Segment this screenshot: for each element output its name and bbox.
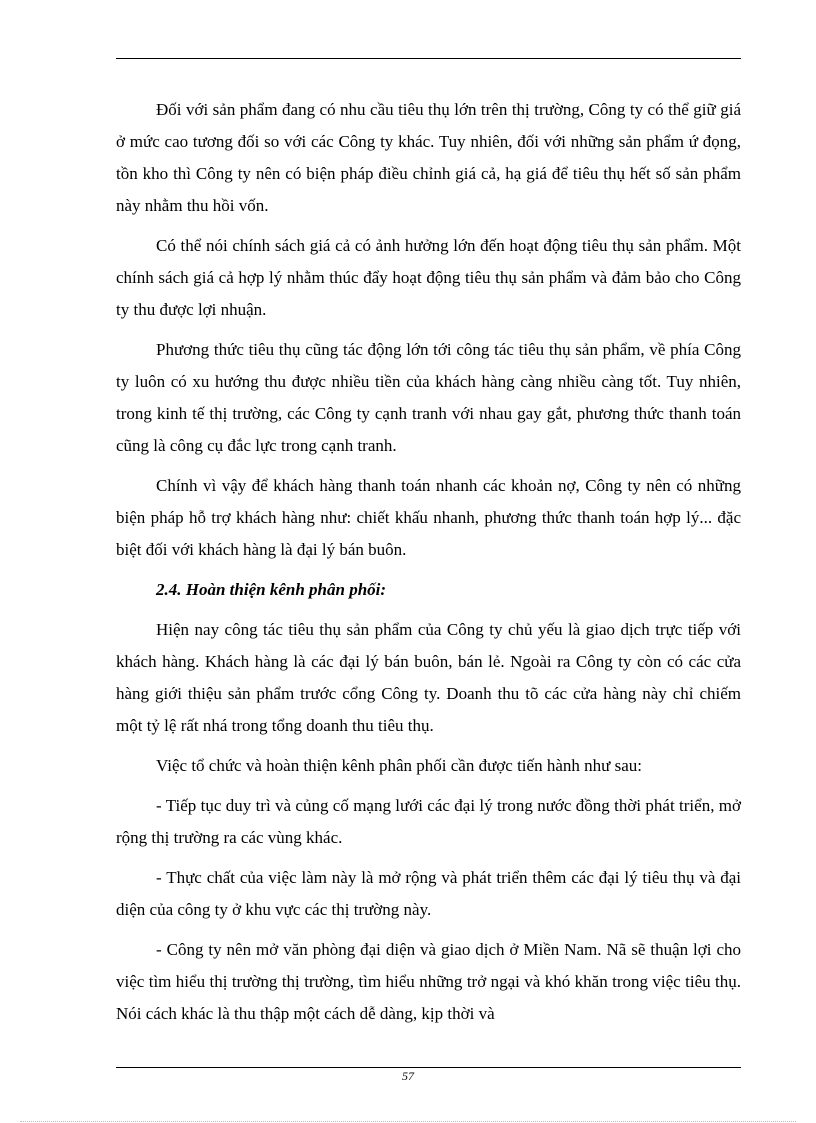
section-heading: 2.4. Hoàn thiện kênh phân phối:: [156, 580, 387, 599]
paragraph-debt-collection: Chính vì vậy để khách hàng thanh toán nhanh các khoản nợ, Công ty nên có những biện pháp hỗ trợ khách hàng như: chiết khấu nhanh, phương thức thanh toán hợp lý... đặc biệt đối với khách hàng là đại lý bán buôn.: [116, 476, 741, 559]
page-number: 57: [402, 1069, 414, 1083]
footer-rule: [116, 1067, 741, 1068]
paragraph-bullet-agents: - Tiếp tục duy trì và củng cố mạng lưới các đại lý trong nước đồng thời phát triển, mở rộng thị trường ra các vùng khác.: [116, 796, 741, 847]
paragraph-pricing: Đối với sản phẩm đang có nhu cầu tiêu thụ lớn trên thị trường, Công ty có thể giữ giá ở mức cao tương đối so với các Công ty khác. Tuy nhiên, đối với những sản phẩm ứ đọng, tồn kho thì Công ty nên có biện pháp điều chỉnh giá cả, hạ giá để tiêu thụ hết số sản phẩm này nhằm thu hồi vốn.: [116, 100, 741, 215]
paragraph-price-policy: Có thể nói chính sách giá cả có ảnh hưởng lớn đến hoạt động tiêu thụ sản phẩm. Một chính sách giá cả hợp lý nhằm thúc đẩy hoạt động tiêu thụ sản phẩm và đảm bảo cho Công ty thu được lợi nhuận.: [116, 236, 741, 319]
page-edge-divider: [20, 1121, 796, 1122]
paragraph-bullet-south-office: - Công ty nên mở văn phòng đại diện và giao dịch ở Miền Nam. Nã sẽ thuận lợi cho việc tìm hiểu thị trường thị trường, tìm hiểu những trở ngại và khó khăn trong việc tiêu thụ. Nói cách khác là thu thập một cách dễ dàng, kịp thời và: [116, 940, 741, 1023]
paragraph-current-channels: Hiện nay công tác tiêu thụ sản phẩm của Công ty chủ yếu là giao dịch trực tiếp với khách hàng. Khách hàng là các đại lý bán buôn, bán lẻ. Ngoài ra Công ty còn có các cửa hàng giới thiệu sản phẩm trước cổng Công ty. Doanh thu tõ các cửa hàng này chỉ chiếm một tỷ lệ rất nhá trong tổng doanh thu tiêu thụ.: [116, 620, 741, 735]
paragraph-bullet-expansion: - Thực chất của việc làm này là mở rộng và phát triển thêm các đại lý tiêu thụ và đại diện của công ty ở khu vực các thị trường này.: [116, 868, 741, 919]
header-rule: [116, 58, 741, 59]
paragraph-payment-method: Phương thức tiêu thụ cũng tác động lớn tới công tác tiêu thụ sản phẩm, về phía Công ty luôn có xu hướng thu được nhiều tiền của khách hàng càng nhiều càng tốt. Tuy nhiên, trong kinh tế thị trường, các Công ty cạnh tranh với nhau gay gắt, phương thức thanh toán cũng là công cụ đắc lực trong cạnh tranh.: [116, 340, 741, 455]
paragraph-organization: Việc tổ chức và hoàn thiện kênh phân phối cần được tiến hành như sau:: [156, 756, 642, 775]
document-body: [116, 94, 741, 1038]
